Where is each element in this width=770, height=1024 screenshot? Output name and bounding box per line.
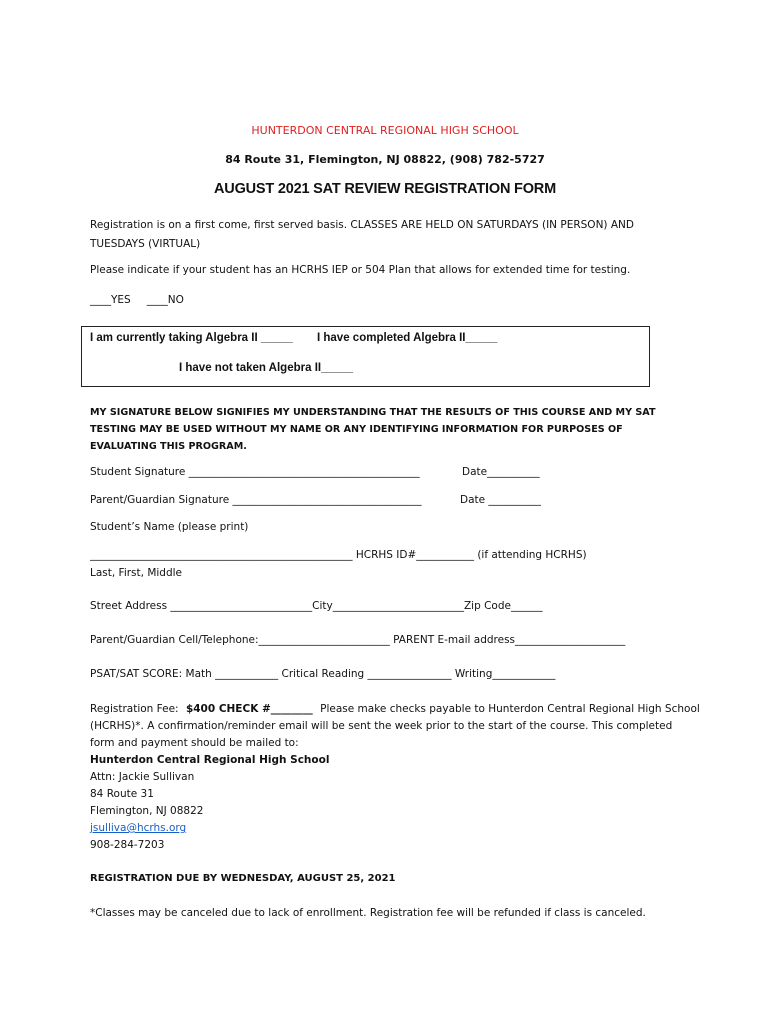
registration-info: Registration is on a first come, first served basis. CLASSES ARE HELD ON SATURDAYS (IN PERSON) AND TUESDAYS (VIRTUAL)	[90, 219, 634, 250]
fee-instructions: Please make checks payable to Hunterdon Central Regional High School	[320, 703, 700, 715]
fee-label: Registration Fee:	[90, 703, 179, 715]
no-option[interactable]: ____NO	[146, 294, 184, 306]
iep-options	[90, 294, 184, 306]
algebra-status-box	[81, 326, 650, 387]
street-address-field[interactable]: Street Address ___________________________City_________________________Zip Code______	[90, 600, 543, 612]
fee-section	[90, 701, 700, 854]
student-signature-field[interactable]: Student Signature ____________________________________________	[90, 466, 420, 478]
mail-street: 84 Route 31	[90, 788, 154, 800]
cancellation-footnote: *Classes may be canceled due to lack of enrollment. Registration fee will be refunded if class is canceled.	[90, 907, 646, 919]
contact-phone: 908-284-7203	[90, 839, 165, 851]
parent-signature-field[interactable]: Parent/Guardian Signature ____________________________________	[90, 494, 422, 506]
student-date-field[interactable]: Date__________	[462, 466, 540, 478]
fee-amount-field[interactable]: $400 CHECK #________	[185, 703, 313, 715]
mail-attention: Attn: Jackie Sullivan	[90, 771, 195, 783]
yes-option[interactable]: ____YES	[90, 294, 131, 306]
registration-deadline: REGISTRATION DUE BY WEDNESDAY, AUGUST 25, 2021	[90, 873, 396, 884]
fee-instructions-line2: (HCRHS)*. A confirmation/reminder email will be sent the week prior to the start of the course. This completed	[90, 720, 673, 732]
form-title: AUGUST 2021 SAT REVIEW REGISTRATION FORM	[214, 181, 556, 197]
school-name: HUNTERDON CENTRAL REGIONAL HIGH SCHOOL	[251, 124, 519, 137]
student-name-field[interactable]: __________________________________________________ HCRHS ID#___________ (if attending HCRHS)	[90, 549, 587, 561]
iep-question: Please indicate if your student has an HCRHS IEP or 504 Plan that allows for extended time for testing.	[90, 264, 631, 276]
fee-instructions-line3: form and payment should be mailed to:	[90, 737, 299, 749]
algebra-not-taken[interactable]: I have not taken Algebra II_____	[179, 362, 354, 374]
contact-email-link[interactable]: jsulliva@hcrhs.org	[90, 822, 187, 834]
signature-statement: MY SIGNATURE BELOW SIGNIFIES MY UNDERSTANDING THAT THE RESULTS OF THIS COURSE AND MY SAT TESTING MAY BE USED WITHOUT MY NAME OR ANY IDENTIFYING INFORMATION FOR PURPOSES OF EVALUATING THIS PROGRAM.	[90, 407, 656, 452]
name-format-hint: Last, First, Middle	[90, 567, 183, 579]
school-address: 84 Route 31, Flemington, NJ 08822, (908) 782-5727	[225, 153, 545, 166]
mail-school-name: Hunterdon Central Regional High School	[90, 754, 330, 766]
parent-date-field[interactable]: Date __________	[460, 494, 541, 506]
algebra-completed[interactable]: I have completed Algebra II_____	[317, 332, 498, 344]
student-name-label: Student’s Name (please print)	[90, 521, 249, 533]
scores-field[interactable]: PSAT/SAT SCORE: Math ____________ Critical Reading ________________ Writing____________	[90, 668, 556, 680]
mail-city: Flemington, NJ 08822	[90, 805, 204, 817]
algebra-currently-taking[interactable]: I am currently taking Algebra II _____	[90, 332, 293, 344]
contact-field[interactable]: Parent/Guardian Cell/Telephone:_________________________ PARENT E-mail address_____________________	[90, 634, 626, 646]
